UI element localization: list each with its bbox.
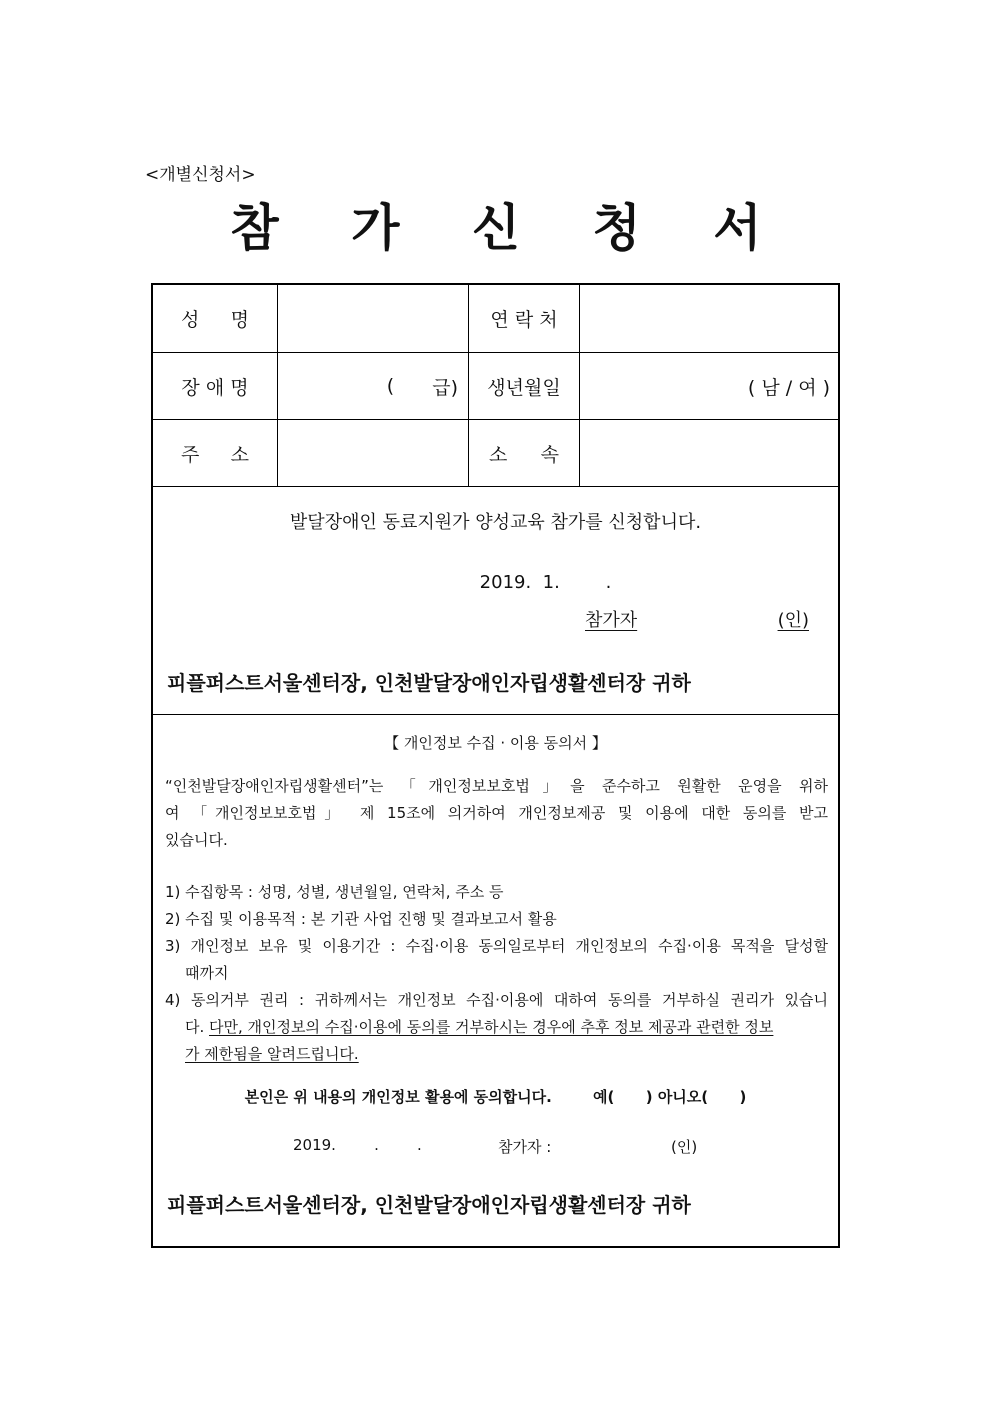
contact-label: 연 락 처 [490,309,558,331]
consent-item-retention-cont: 때까지 [185,964,229,982]
consent-addressee: 피플퍼스트서울센터장, 인천발달장애인자립생활센터장 귀하 [167,1193,691,1217]
seal-mark: (인) [777,610,809,631]
consent-item-retention: 3) 개인정보 보유 및 이용기간 : 수집·이용 동의일로부터 개인정보의 수집·이용 목적을 달성할 [165,937,828,955]
consent-intro-line: 여 「개인정보보호법」 제 15조에 의거하여 개인정보제공 및 이용에 대한 동의를 받고 [165,804,828,822]
consent-signature-field[interactable] [573,1133,663,1155]
consent-intro-line: “인천발달장애인자립생활센터”는 「개인정보보호법」을 준수하고 원활한 운영을 위하 [165,777,828,795]
address-field[interactable] [278,420,468,486]
address-label [153,420,277,486]
form-subtitle: <개별신청서> [145,165,256,185]
affiliation-label-char: 소 [489,443,508,466]
agree-yes-option[interactable]: 예( ) [593,1088,653,1106]
consent-item-purpose: 2) 수집 및 이용목적 : 본 기관 사업 진행 및 결과보고서 활용 [165,910,557,928]
page-title: 참 가 신 청 서 [230,199,790,257]
application-addressee: 피플퍼스트서울센터장, 인천발달장애인자립생활센터장 귀하 [167,671,691,695]
consent-intro-line: 있습니다. [165,831,228,849]
refusal-notice-underlined: 다만, 개인정보의 수집·이용에 동의를 거부하시는 경우에 추후 정보 제공과 관련한 정보 [209,1018,774,1036]
consent-seal-mark: (인) [671,1138,698,1156]
consent-participant-label: 참가자 : [498,1138,552,1156]
affiliation-label-char: 속 [540,443,559,466]
application-date: 2019. 1. . [479,572,612,593]
participant-label: 참가자 [585,610,638,631]
disability-label: 장 애 명 [181,376,249,399]
gender-selector: ( 남 / 여 ) [747,376,830,399]
consent-item-refusal: 4) 동의거부 권리 : 귀하께서는 개인정보 수집·이용에 대하여 동의를 거부하실 권리가 있습니 [165,991,828,1009]
consent-section [153,715,838,1248]
name-label-char: 성 [181,309,200,331]
consent-agree-line [153,1086,838,1107]
agree-statement: 본인은 위 내용의 개인정보 활용에 동의합니다. [244,1088,552,1106]
consent-item-collected-fields: 1) 수집항목 : 성명, 성별, 생년월일, 연락처, 주소 등 [165,883,504,901]
consent-item-refusal-cont [185,1041,828,1068]
name-label-char: 명 [230,309,249,331]
birth-field[interactable] [580,353,840,419]
consent-item-refusal-cont [185,1014,828,1041]
affiliation-label [469,420,579,486]
agree-no-option[interactable]: 아니오( ) [657,1088,747,1106]
contact-field[interactable] [580,285,840,352]
name-field[interactable] [278,285,468,352]
participant-signature-line[interactable] [585,606,809,632]
consent-heading: 【 개인정보 수집 · 이용 동의서 】 [384,734,607,752]
disability-paren-open: ( [386,375,395,397]
application-statement: 발달장애인 동료지원가 양성교육 참가를 신청합니다. [289,512,702,533]
disability-field[interactable] [278,353,468,419]
row-divider [153,486,838,487]
birth-label: 생년월일 [487,376,561,399]
refusal-notice-underlined: 가 제한됨을 알려드립니다. [185,1045,359,1063]
refusal-text: 다. [185,1018,210,1036]
consent-date: 2019. . . [293,1136,422,1154]
address-label-char: 소 [230,443,249,466]
application-form [151,283,840,1248]
address-label-char: 주 [181,443,200,466]
disability-grade-suffix: 급) [432,376,458,399]
affiliation-field[interactable] [580,420,840,486]
name-label [153,285,277,352]
